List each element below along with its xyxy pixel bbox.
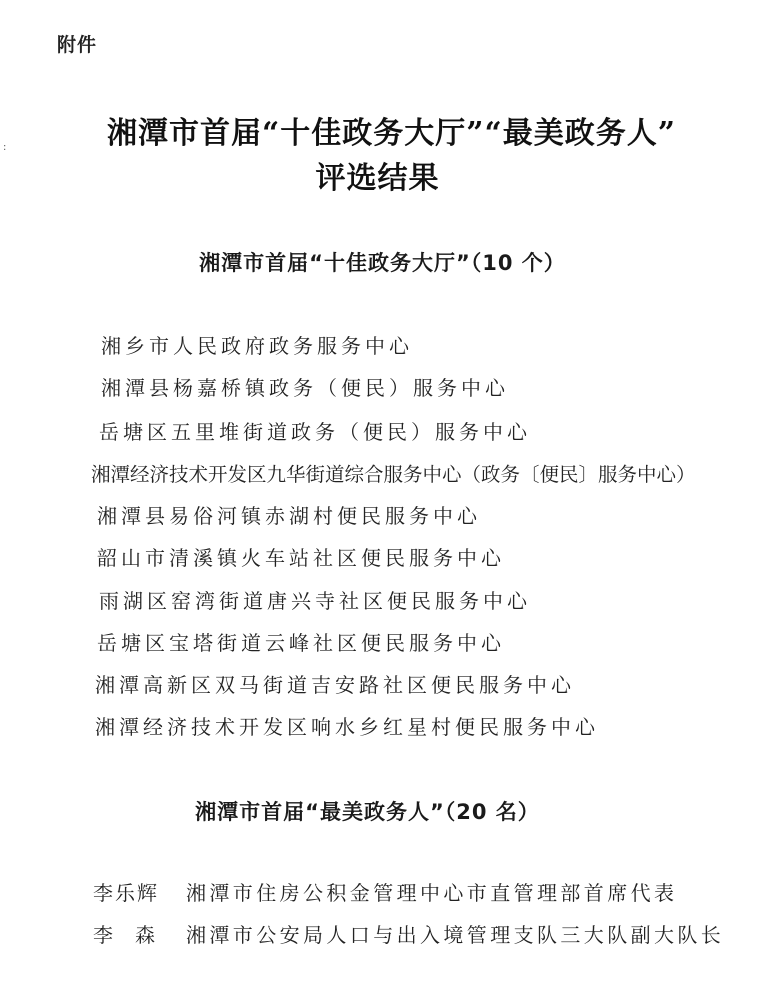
list-item: 湘潭县易俗河镇赤湖村便民服务中心 (97, 504, 481, 528)
person-row (0, 877, 771, 905)
person-name: 李森 (93, 923, 177, 947)
person-title: 湘潭市住房公积金管理中心市直管理部首席代表 (186, 881, 678, 905)
page-title-line1: 湘潭市首届“十佳政务大厅”“最美政务人” (106, 116, 677, 151)
list-item: 湘乡市人民政府政务服务中心 (101, 334, 413, 358)
person-title: 湘潭市公安局人口与出入境管理支队三大队副大队长 (186, 923, 725, 947)
people-section-heading: 湘潭市首届“最美政务人”（20 名） (195, 800, 540, 824)
person-name: 李乐辉 (93, 881, 159, 905)
list-item: 雨湖区窑湾街道唐兴寺社区便民服务中心 (99, 589, 531, 613)
attachment-label: 附件 (57, 34, 98, 56)
person-row (0, 919, 771, 947)
list-item: 湘潭经济技术开发区九华街道综合服务中心（政务〔便民〕服务中心） (91, 463, 696, 486)
list-item: 岳塘区五里堆街道政务（便民）服务中心 (99, 420, 531, 444)
list-item: 湘潭县杨嘉桥镇政务（便民）服务中心 (101, 376, 509, 400)
list-item: 湘潭经济技术开发区响水乡红星村便民服务中心 (95, 715, 599, 739)
list-item: 韶山市清溪镇火车站社区便民服务中心 (97, 546, 505, 570)
list-item: 岳塘区宝塔街道云峰社区便民服务中心 (97, 631, 505, 655)
margin-mark: : (3, 142, 7, 153)
list-item: 湘潭高新区双马街道吉安路社区便民服务中心 (95, 673, 575, 697)
page-title-line2: 评选结果 (315, 161, 440, 196)
halls-section-heading: 湘潭市首届“十佳政务大厅”（10 个） (199, 251, 566, 275)
